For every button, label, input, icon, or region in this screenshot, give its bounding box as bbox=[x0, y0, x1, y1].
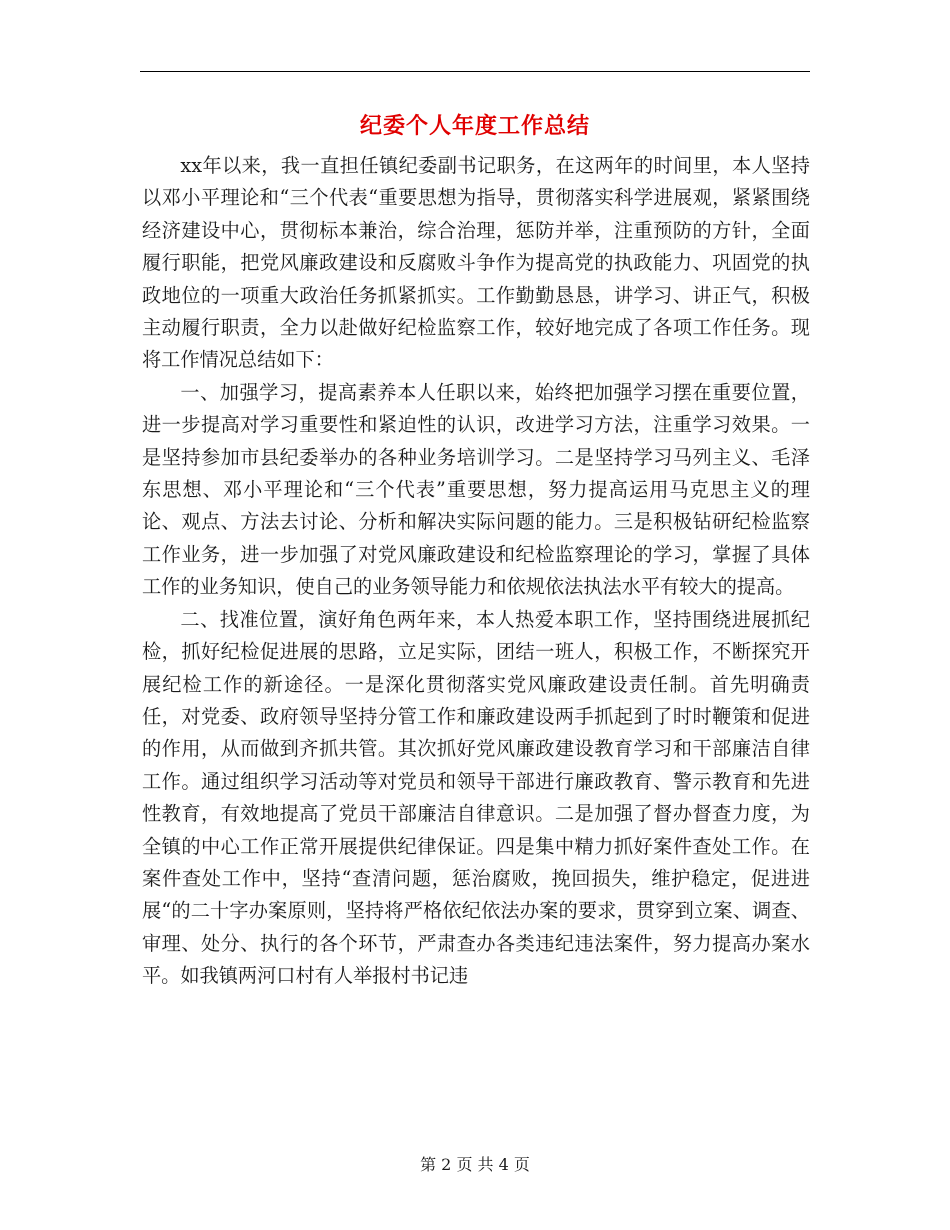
document-body bbox=[142, 150, 810, 993]
header-rule bbox=[140, 71, 810, 72]
page-number-footer: 第 2 页 共 4 页 bbox=[420, 1155, 530, 1174]
paragraph-section-two: 二、找准位置，演好角色两年来，本人热爱本职工作，坚持围绕进展抓纪检，抓好纪检促进展的思路，立足实际，团结一班人，积极工作，不断探究开展纪检工作的新途径。一是深化贯彻落实党风廉政建设责任制。首先明确责任，对党委、政府领导坚持分管工作和廉政建设两手抓起到了时时鞭策和促进的作用，从而做到齐抓共管。其次抓好党风廉政建设教育学习和干部廉洁自律工作。通过组织学习活动等对党员和领导干部进行廉政教育、警示教育和先进性教育，有效地提高了党员干部廉洁自律意识。二是加强了督办督查力度，为全镇的中心工作正常开展提供纪律保证。四是集中精力抓好案件查处工作。在案件查处工作中，坚持“查清问题，惩治腐败，挽回损失，维护稳定，促进进展“的二十字办案原则，坚持将严格依纪依法办案的要求，贯穿到立案、调查、审理、处分、执行的各个环节，严肃查办各类违纪违法案件，努力提高办案水平。如我镇两河口村有人举报村书记违 bbox=[142, 607, 810, 988]
document-title: 纪委个人年度工作总结 bbox=[359, 113, 590, 139]
paragraph-section-one: 一、加强学习，提高素养本人任职以来，始终把加强学习摆在重要位置，进一步提高对学习重要性和紧迫性的认识，改进学习方法，注重学习效果。一是坚持参加市县纪委举办的各种业务培训学习。二是坚持学习马列主义、毛泽东思想、邓小平理论和“三个代表”重要思想，努力提高运用马克思主义的理论、观点、方法去讨论、分析和解决实际问题的能力。三是积极钻研纪检监察工作业务，进一步加强了对党风廉政建设和纪检监察理论的学习，掌握了具体工作的业务知识，使自己的业务领导能力和依规依法执法水平有较大的提高。 bbox=[142, 380, 810, 599]
paragraph-intro: xx年以来，我一直担任镇纪委副书记职务，在这两年的时间里，本人坚持以邓小平理论和“三个代表“重要思想为指导，贯彻落实科学进展观，紧紧围绕经济建设中心，贯彻标本兼治，综合治理，惩防并举，注重预防的方针，全面履行职能，把党风廉政建设和反腐败斗争作为提高党的执政能力、巩固党的执政地位的一项重大政治任务抓紧抓实。工作勤勤恳恳，讲学习、讲正气，积极主动履行职责，全力以赴做好纪检监察工作，较好地完成了各项工作任务。现将工作情况总结如下： bbox=[142, 154, 810, 372]
